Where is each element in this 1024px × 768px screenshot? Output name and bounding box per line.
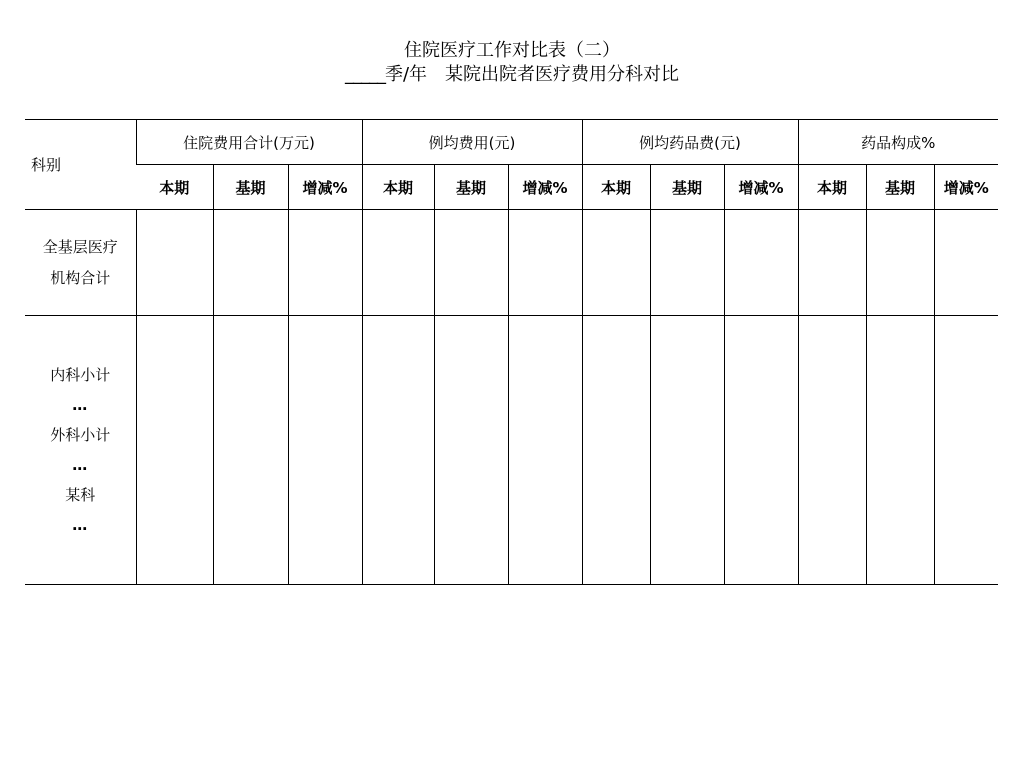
header-row-groups (25, 120, 998, 165)
table-row (25, 210, 998, 316)
subheader-current: 本期 (798, 165, 866, 210)
table-cell (866, 210, 934, 316)
subheader-current: 本期 (136, 165, 213, 210)
subheader-change: 增减% (724, 165, 798, 210)
table-cell (798, 316, 866, 585)
table-title: 住院医疗工作对比表（二） (404, 40, 620, 61)
table-cell (136, 210, 213, 316)
table-cell (136, 316, 213, 585)
ellipsis: … (72, 456, 89, 474)
table-cell (934, 316, 998, 585)
ellipsis: … (72, 516, 89, 534)
table-cell (213, 210, 288, 316)
table-cell (213, 316, 288, 585)
row-label-line: 机构合计 (50, 268, 111, 287)
subheader-current: 本期 (582, 165, 650, 210)
subheader-base: 基期 (650, 165, 724, 210)
row-label-line: 某科 (65, 486, 96, 504)
subheader-change: 增减% (934, 165, 998, 210)
group-header-avg-cost: 例均费用(元) (362, 120, 582, 165)
period-blank: _____ (344, 64, 385, 85)
table-cell (288, 210, 362, 316)
table-cell (798, 210, 866, 316)
table-cell (582, 210, 650, 316)
table-cell (724, 316, 798, 585)
header-row-subheaders (25, 165, 998, 210)
table-cell (582, 316, 650, 585)
row-label-line: 外科小计 (50, 426, 111, 444)
subheader-base: 基期 (213, 165, 288, 210)
subheader-change: 增减% (288, 165, 362, 210)
table-cell (362, 316, 434, 585)
table-row (25, 316, 998, 585)
ellipsis: … (72, 396, 89, 414)
group-header-drug-ratio: 药品构成% (798, 120, 998, 165)
table-cell (288, 316, 362, 585)
subheader-current: 本期 (362, 165, 434, 210)
row-label (25, 210, 136, 316)
group-header-avg-drug-cost: 例均药品费(元) (582, 120, 798, 165)
subheader-base: 基期 (866, 165, 934, 210)
row-label (25, 316, 136, 585)
subtitle-text: 季/年 某院出院者医疗费用分科对比 (384, 64, 680, 85)
subheader-change: 增减% (508, 165, 582, 210)
group-header-total-cost: 住院费用合计(万元) (136, 120, 362, 165)
table-cell (508, 316, 582, 585)
table-cell (362, 210, 434, 316)
table-subtitle (0, 63, 1024, 87)
department-column-header: 科别 (25, 120, 136, 210)
table-cell (724, 210, 798, 316)
table-cell (650, 316, 724, 585)
table-cell (934, 210, 998, 316)
table-cell (866, 316, 934, 585)
table-cell (434, 210, 508, 316)
table-cell (650, 210, 724, 316)
row-label-line: 内科小计 (50, 366, 111, 384)
subheader-base: 基期 (434, 165, 508, 210)
row-label-line: 全基层医疗 (42, 237, 118, 256)
comparison-table (25, 119, 998, 585)
table-cell (508, 210, 582, 316)
table-cell (434, 316, 508, 585)
